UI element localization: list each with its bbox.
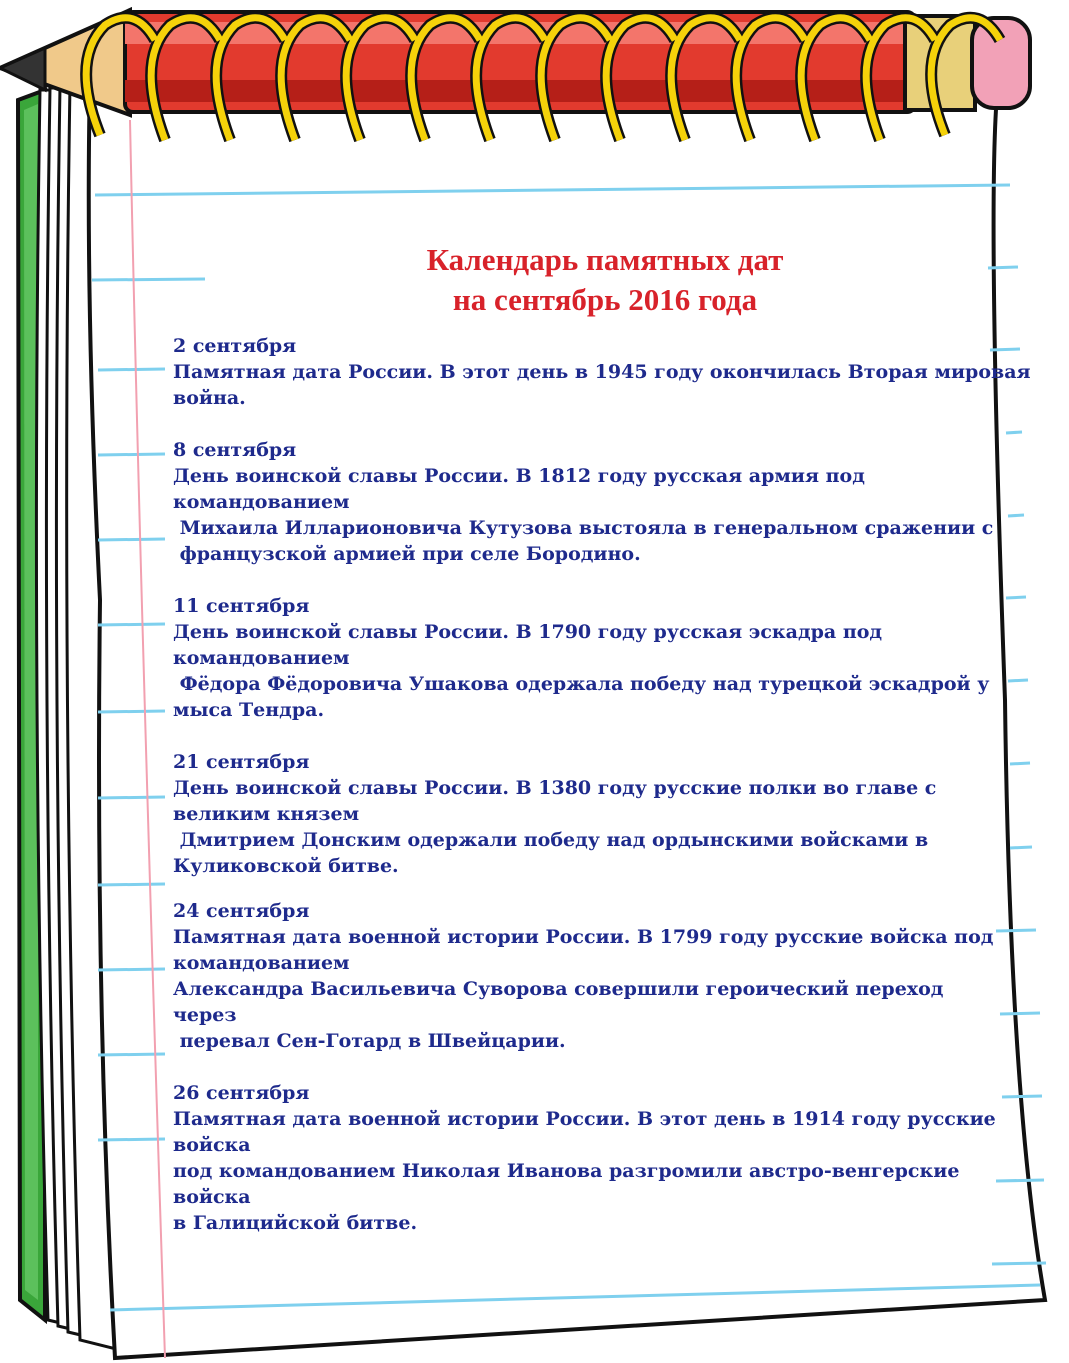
calendar-entry <box>173 593 1013 723</box>
entry-text-line: Куликовской битве. <box>173 855 399 877</box>
entry-text-line: Фёдора Фёдоровича Ушакова одержала победу над турецкой эскадрой у <box>173 673 990 695</box>
entry-date: 24 сентября <box>173 900 310 922</box>
entry-text-line: Дмитрием Донским одержали победу над ордынскими войсками в <box>173 829 929 851</box>
entry-text-line: командованием <box>173 647 350 669</box>
entry-text-line: Александра Васильевича Суворова совершили героический переход <box>173 978 944 1000</box>
entry-text-line: великим князем <box>173 803 360 825</box>
entry-date: 8 сентября <box>173 439 297 461</box>
entry-text-line: Памятная дата России. В этот день в 1945 году окончилась Вторая мировая <box>173 361 1031 383</box>
entry-text-line: командованием <box>173 491 350 513</box>
entry-text-line: под командованием Николая Иванова разгромили австро-венгерские <box>173 1160 960 1182</box>
entry-text-line: войска <box>173 1186 251 1208</box>
page-title-line1: Календарь памятных дат <box>426 242 784 277</box>
calendar-entry <box>173 333 1031 411</box>
entry-text-line: Михаила Илларионовича Кутузова выстояла в генеральном сражении с <box>173 517 994 539</box>
entry-text-line: мыса Тендра. <box>173 699 325 721</box>
entry-text-line: перевал Сен-Готард в Швейцарии. <box>173 1030 566 1052</box>
entry-text-line: войска <box>173 1134 251 1156</box>
entry-text-line: Памятная дата военной истории России. В этот день в 1914 году русские <box>173 1108 996 1130</box>
entry-date: 11 сентября <box>173 595 310 617</box>
calendar-entry <box>173 898 1013 1054</box>
entry-text-line: в Галицийской битве. <box>173 1212 418 1234</box>
entry-text-line: День воинской славы России. В 1790 году русская эскадра под <box>173 621 883 643</box>
entry-date: 21 сентября <box>173 751 310 773</box>
entry-text-line: война. <box>173 387 246 409</box>
entry-date: 26 сентября <box>173 1082 310 1104</box>
entry-date: 2 сентября <box>173 335 297 357</box>
page-title-line2: на сентябрь 2016 года <box>452 282 758 317</box>
entry-text-line: французской армией при селе Бородино. <box>173 543 641 565</box>
entry-text-line: Памятная дата военной истории России. В 1799 году русские войска под <box>173 926 994 948</box>
entry-text-line: День воинской славы России. В 1812 году русская армия под <box>173 465 865 487</box>
calendar-entry <box>173 749 1013 879</box>
calendar-entry <box>173 437 1013 567</box>
entry-text-line: День воинской славы России. В 1380 году русские полки во главе с <box>173 777 937 799</box>
entry-text-line: командованием <box>173 952 350 974</box>
entry-text-line: через <box>173 1004 237 1026</box>
calendar-entry <box>173 1080 1013 1236</box>
